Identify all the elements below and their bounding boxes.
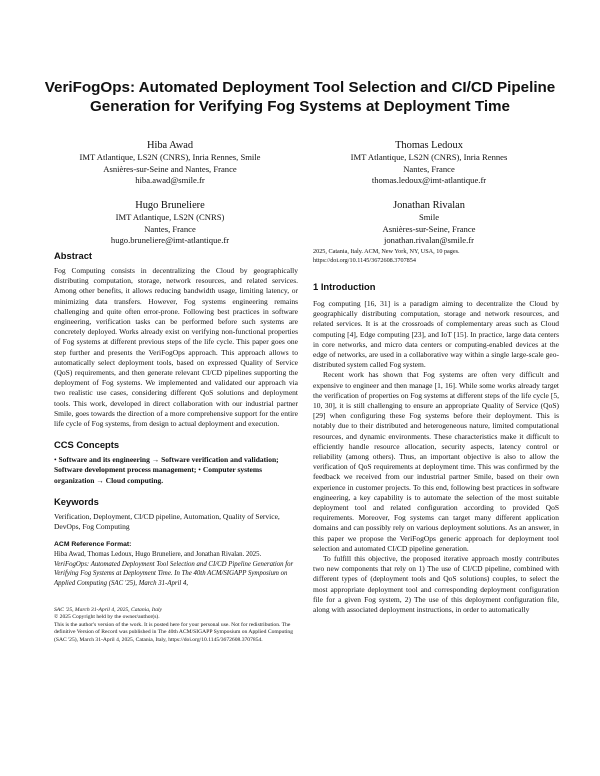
author-name: Hiba Awad: [146, 140, 194, 151]
abstract-heading: Abstract: [54, 250, 93, 261]
acm-reference-authors: Hiba Awad, Thomas Ledoux, Hugo Bruneliere, and Jonathan Rivalan. 2025.: [54, 551, 262, 559]
author-location: Asnières-sur-Seine, France: [382, 223, 476, 234]
author-location: Nantes, France: [403, 163, 455, 174]
author-affiliation: IMT Atlantique, LS2N (CNRS), Inria Rennes, Smile: [79, 152, 261, 162]
footer-conference: SAC '25, March 31-April 4, 2025, Catania, Italy: [54, 607, 163, 613]
acm-reference-continuation: 2025, Catania, Italy. ACM, New York, NY, USA, 10 pages. https://doi.org/10.1145/3672608.3707854: [313, 248, 460, 264]
acm-reference-text: [54, 550, 298, 588]
ccs-item: Computer systems organization → Cloud computing.: [54, 465, 263, 485]
author-name: Thomas Ledoux: [395, 140, 463, 151]
ccs-bullet: •: [54, 455, 57, 465]
author-location: Nantes, France: [144, 223, 196, 234]
ccs-heading: CCS Concepts: [54, 439, 120, 451]
author-location: Asnières-sur-Seine and Nantes, France: [103, 163, 237, 174]
keywords-text: Verification, Deployment, CI/CD pipeline, Automation, Quality of Service, DevOps, Fog Computing: [54, 511, 280, 532]
keywords-heading: Keywords: [54, 495, 99, 507]
author-email: hiba.awad@smile.fr: [135, 175, 205, 186]
author-name: Jonathan Rivalan: [393, 200, 465, 211]
acm-reference: [54, 540, 298, 588]
ccs-item: Software and its engineering → Software verification and validation; Software development process management;: [54, 455, 279, 475]
author-email: hugo.bruneliere@imt-atlantique.fr: [110, 235, 230, 246]
author-affiliation: IMT Atlantique, LS2N (CNRS): [115, 212, 225, 222]
author-block: [300, 199, 558, 247]
author-affiliation: IMT Atlantique, LS2N (CNRS), Inria Rennes: [350, 152, 508, 162]
author-affiliation: Smile: [418, 212, 440, 222]
intro-paragraph: Fog computing [16, 31] is a paradigm aiming to decentralize the Cloud by geographically distributing computation, storage and network resources, and related services. It is at the crossroads of complementary areas such as Cloud computing [4], Edge computing [23], and IoT [15]. In practice, large data centers in core networks, and micro data centers or computing-enabled devices at the edge of networks, are used in a collaborative way within a single large-scale geo-distributed system called Fog system.: [313, 299, 559, 370]
acm-reference-venue: In The 40th ACM/SIGAPP Symposium on Applied Computing (SAC '25), March 31-April 4,: [54, 570, 288, 587]
author-email: thomas.ledoux@imt-atlantique.fr: [371, 175, 487, 186]
paper-title: VeriFogOps: Automated Deployment Tool Selection and CI/CD Pipeline Generation for Verifying Fog Systems at Deployment Time: [44, 79, 556, 115]
keywords-section: [54, 496, 298, 532]
right-column: [313, 247, 559, 615]
author-block: [40, 199, 300, 247]
footer-copyright: © 2025 Copyright held by the owner/author(s).: [54, 614, 160, 621]
left-column: [54, 250, 298, 588]
author-email: jonathan.rivalan@smile.fr: [383, 235, 474, 246]
author-name: Hugo Bruneliere: [135, 200, 205, 211]
footer-notice: [54, 607, 298, 644]
abstract-text: Fog Computing consists in decentralizing the Cloud by geographically distributing computation, storage, network resources, and related services. Among other benefits, it allows reducing bandwidth usage, limiting latency, or minimizing data transfers. However, Fog systems engineering remains challenging and quite often error-prone. Following best practices in software engineering, verification tasks can be performed before such systems are concretely deployed. Works already exist on verifying non-functional properties of Fog systems at different previous steps of the life cycle. This paper goes one step further and presents the VeriFogOps approach. This approach allows to automatically select deployment tools, based on expressed Quality of Service (QoS) requirements, and then generate relevant CI/CD pipelines supporting the deployment of Fog systems. We implemented and validated our approach via two realistic use cases, considering different QoS solutions and deployment tools. This work, developed in direct collaboration with our industrial partner Smile, goes towards the direction of a more comprehensive support for the entire life cycle of Fog systems, from design to actual deployment and execution.: [54, 266, 298, 429]
introduction-heading: 1 Introduction: [313, 281, 376, 292]
ccs-section: [54, 439, 298, 486]
footer-version-note: This is the author's version of the work. It is posted here for your personal use. Not for redistribution. The definitive Version of Record was published in The 40th ACM/SIGAPP Symposium on Applied Computing (SAC '25), March 31-April 4, 2025, Catania, Italy, https://doi.org/10.1145/3672608.3707854.: [54, 621, 294, 643]
abstract-section: [54, 250, 298, 429]
intro-paragraph: Recent work has shown that Fog systems are often very difficult and expensive to engineer and then manage [1, 16]. While some works already target the verification of properties on Fog systems at different steps of the life cycle [5, 10, 30], it is still challenging to ensure an appropriate Quality of Service (QoS) [29] when configuring these Fog systems before their deployment. This is notably due to their distributed and heterogeneous nature, limited computational resources, and dynamic environments. These characteristics make it difficult to efficiently handle resource allocation, security aspects, latency control or reliability (among others). Thus, an important objective is also to allow the verification of QoS requirements at deployment time. This was confirmed by the feedback we received from our industrial partner Smile, based on their own experience in customer projects. To this end, following best practices in software engineering, a key capability is to automate the selection of the most suitable deployment tool and related configuration according to provided QoS requirements. Moreover, Fog systems can target many different application domains and can possibly rely on various deployment solutions. As an answer, in this paper we propose the VeriFogOps generic approach for deployment tool selection and automated CI/CD pipeline generation.: [313, 370, 559, 553]
ccs-bullet: •: [198, 465, 201, 475]
acm-reference-heading: ACM Reference Format:: [54, 541, 132, 549]
author-block: [300, 139, 558, 187]
intro-paragraph: To fulfill this objective, the proposed iterative approach mostly contributes two new components that rely on 1) The use of CI/CD pipeline, combined with different types of (deployment tools and QoS solutions) couples, to select the most appropriate deployment tool and corresponding deployment configuration file for a given Fog system, 2) The use of this deployment configuration file, along with associated deployment instructions, in order to automatically: [313, 554, 559, 615]
author-block: [40, 139, 300, 187]
acm-reference-title: VeriFogOps: Automated Deployment Tool Selection and CI/CD Pipeline Generation for Verifying Fog Systems at Deployment Time.: [54, 560, 294, 578]
ccs-text: [54, 455, 298, 486]
